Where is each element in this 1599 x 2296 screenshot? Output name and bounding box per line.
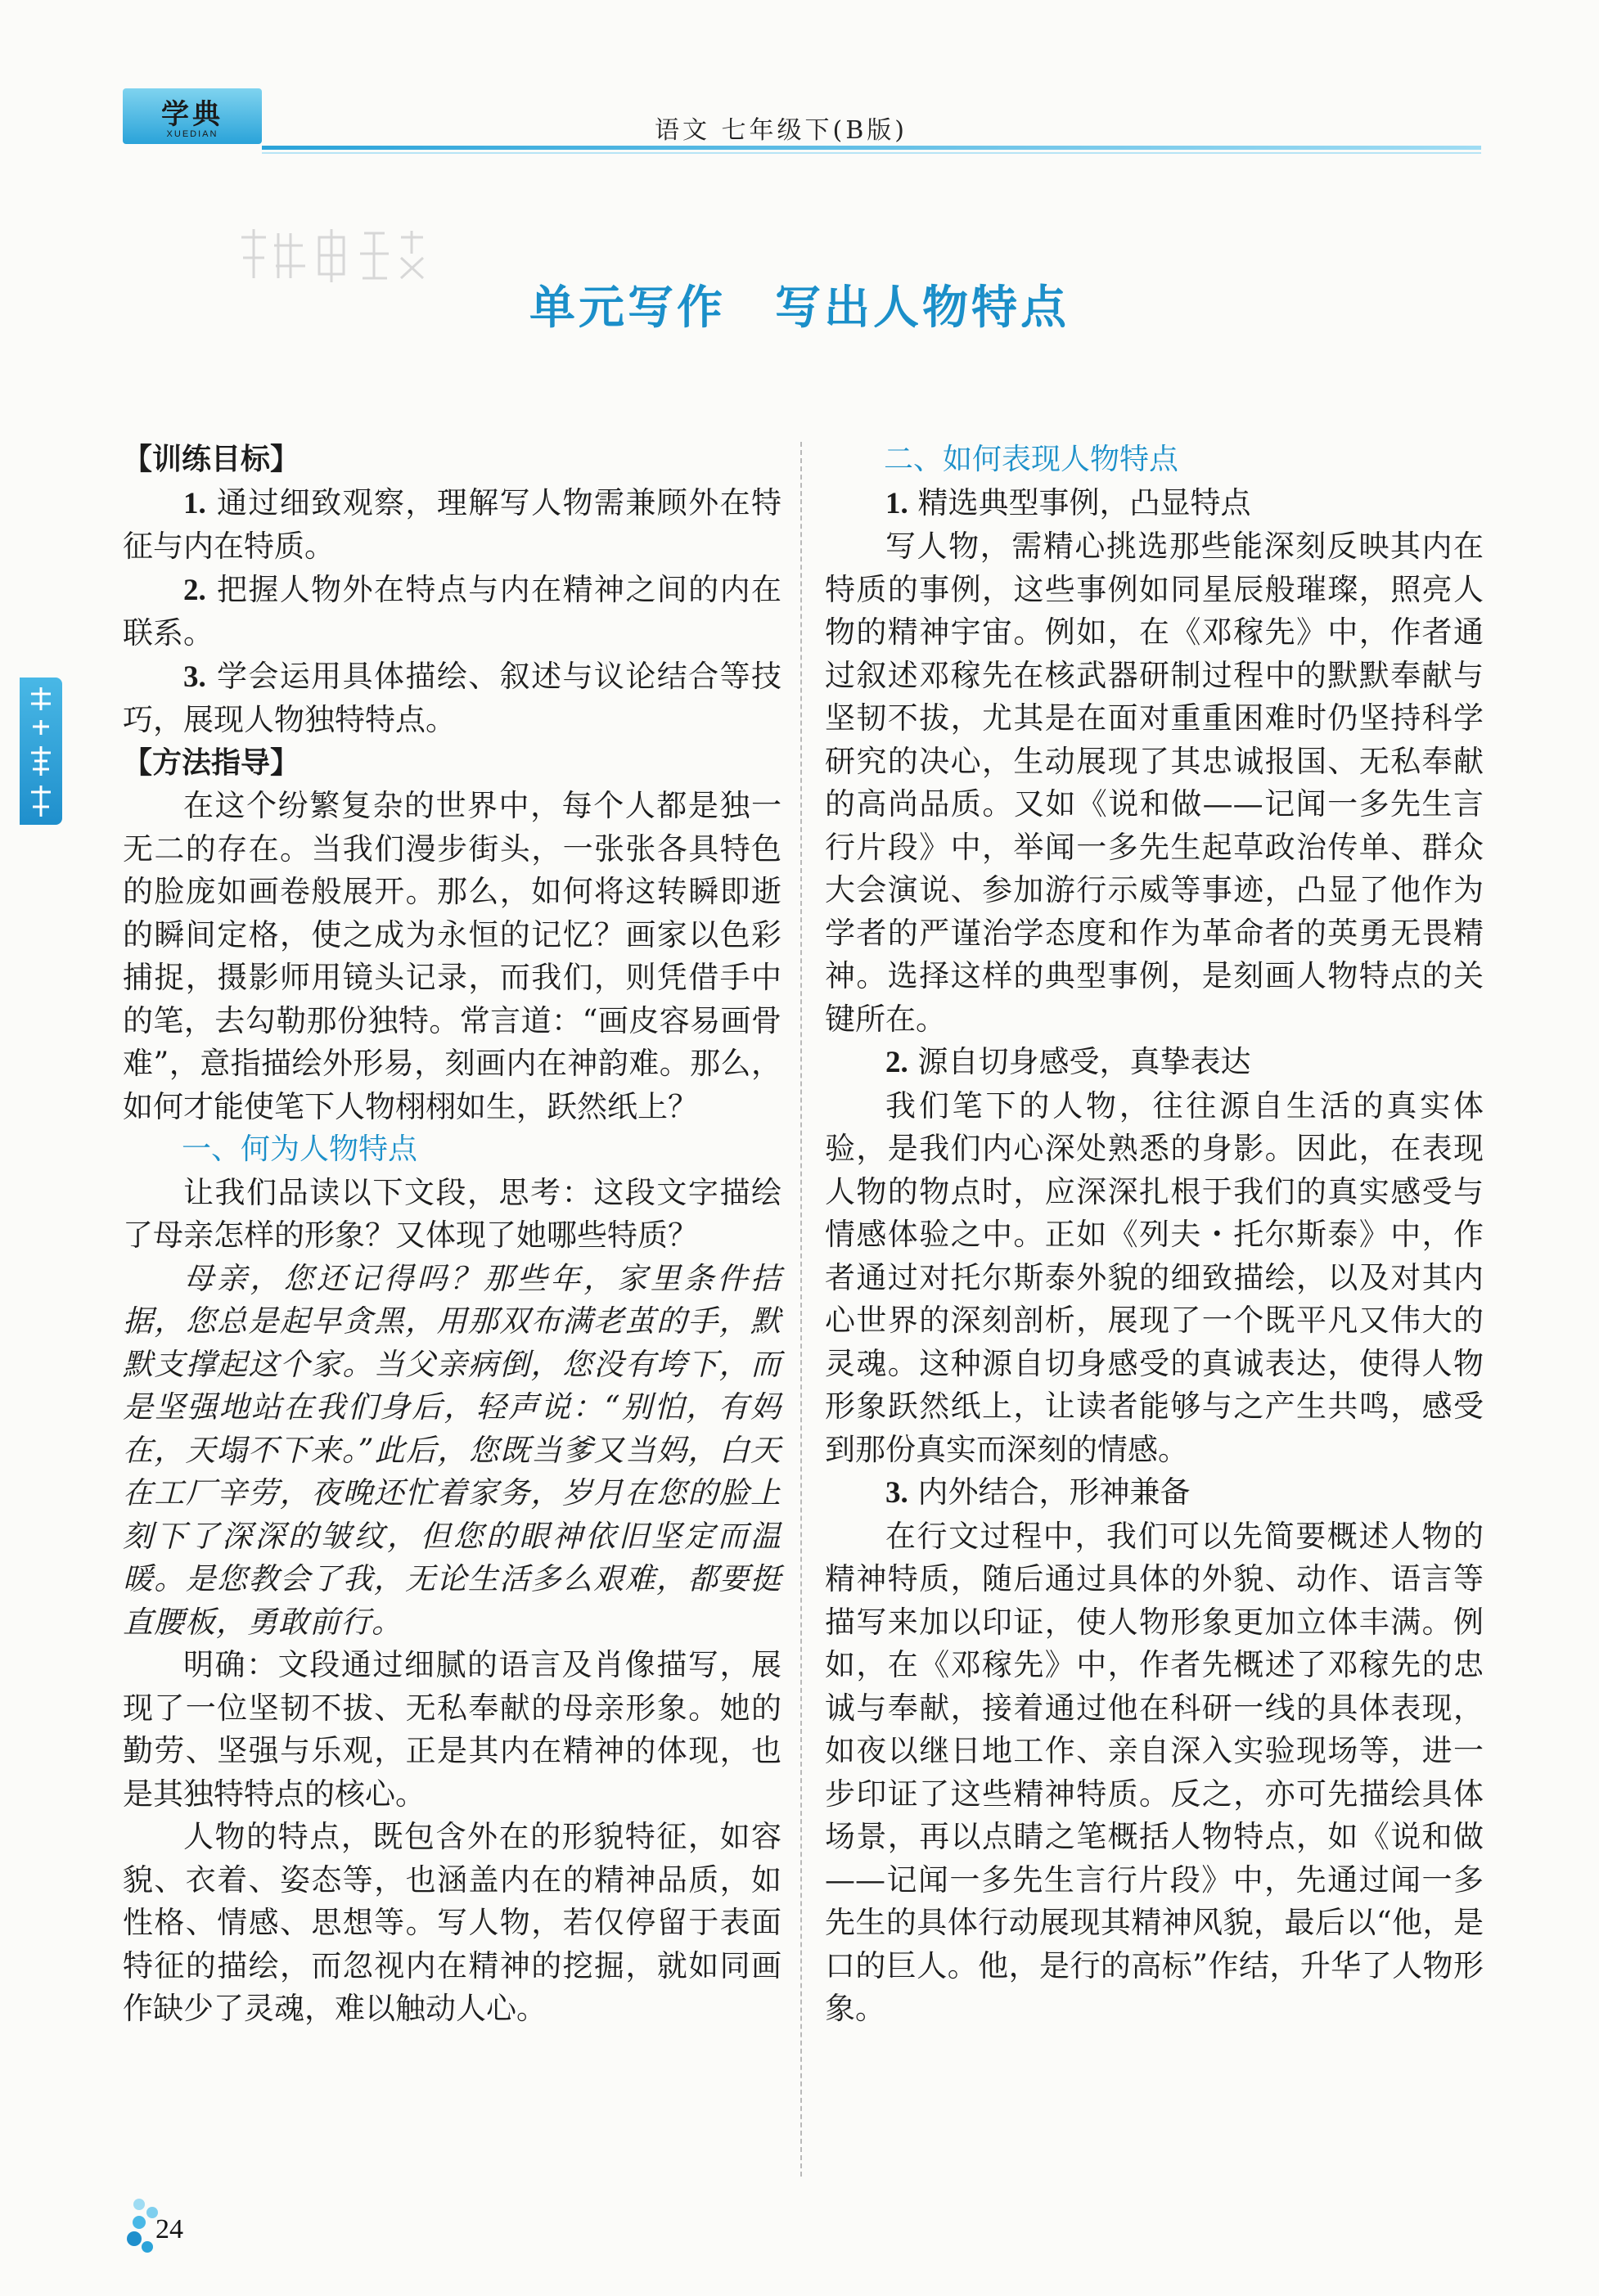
logo-text: 学典 — [161, 98, 223, 131]
method-title-text: 内外结合，形神兼备 — [917, 1474, 1191, 1510]
reading-prompt: 让我们品读以下文段，思考：这段文字描绘了母亲怎样的形象？又体现了她哪些特质？ — [123, 1174, 781, 1253]
goal-number: 3. — [183, 660, 206, 694]
method-title-text: 源自切身感受，真挚表达 — [917, 1044, 1251, 1079]
unit-side-tab — [20, 678, 62, 825]
method-title-text: 精选典型事例，凸显特点 — [917, 484, 1251, 520]
method-3-title — [825, 1471, 1484, 1515]
intro-paragraph: 在这个纷繁复杂的世界中，每个人都是独一无二的存在。当我们漫步街头，一张张各具特色的脸庞如画卷般展开。那么，如何将这转瞬即逝的瞬间定格，使之成为永恒的记忆？画家以色彩捕捉，摄影师用镜头记录，而我们，则凭借手中的笔，去勾勒那份独特。常言道：“画皮容易画骨难”，意指描绘外形易，刻画内在神韵难。那么，如何才能使笔下人物栩栩如生，跃然纸上？ — [123, 788, 781, 1124]
logo-subtext: XUEDIAN — [166, 129, 218, 139]
goal-item — [123, 655, 781, 742]
book-title: 语文 七年级下(B版) — [655, 116, 908, 145]
right-column — [825, 439, 1484, 2031]
goal-text: 学会运用具体描绘、叙述与议论结合等技巧，展现人物独特特点。 — [123, 658, 782, 737]
page-number: 24 — [155, 2214, 183, 2244]
left-column — [123, 439, 781, 2031]
unit-title: 单元写作 写出人物特点 — [529, 281, 1070, 335]
method-number: 2. — [885, 1046, 908, 1079]
method-number: 1. — [885, 486, 908, 520]
method-2-title — [825, 1041, 1484, 1085]
header-rule — [262, 146, 1481, 150]
publisher-logo — [123, 88, 262, 144]
goal-item — [123, 482, 781, 569]
section-heading-2: 二、如何表现人物特点 — [884, 443, 1179, 476]
closing-paragraph: 人物的特点，既包含外在的形貌特征，如容貌、衣着、姿态等，也涵盖内在的精神品质，如性格、情感、思想等。写人物，若仅停留于表面特征的描绘，而忽视内在精神的挖掘，就如同画作缺少了灵魂，难以触动人心。 — [123, 1819, 781, 2026]
clarification-paragraph: 明确：文段通过细腻的语言及肖像描写，展现了一位坚韧不拔、无私奉献的母亲形象。她的勤劳、坚强与乐观，正是其内在精神的体现，也是其独特特点的核心。 — [123, 1647, 781, 1812]
goal-number: 2. — [183, 573, 206, 607]
header-rule-thin — [262, 152, 1481, 154]
method-3-text: 在行文过程中，我们可以先简要概述人物的精神特质，随后通过具体的外貌、动作、语言等描写来加以印证，使人物形象更加立体丰满。例如，在《邓稼先》中，作者先概述了邓稼先的忠诚与奉献，接着通过他在科研一线的具体表现，如夜以继日地工作、亲自深入实验现场等，进一步印证了这些精神特质。反之，亦可先描绘具体场景，再以点睛之笔概括人物特点，如《说和做——记闻一多先生言行片段》中，先通过闻一多先生的具体行动展现其精神风貌，最后以“他，是口的巨人。他，是行的高标”作结，升华了人物形象。 — [825, 1518, 1484, 2026]
section-heading-1: 一、何为人物特点 — [182, 1132, 418, 1166]
goal-number: 1. — [183, 486, 206, 520]
method-heading: 【方法指导】 — [123, 745, 300, 780]
goal-item — [123, 569, 781, 655]
goal-text: 通过细致观察，理解写人物需兼顾外在特征与内在特质。 — [123, 484, 782, 564]
method-1-text: 写人物，需精心挑选那些能深刻反映其内在特质的事例，这些事例如同星辰般璀璨，照亮人物的精神宇宙。例如，在《邓稼先》中，作者通过叙述邓稼先在核武器研制过程中的默默奉献与坚韧不拔，尤其是在面对重重困难时仍坚持科学研究的决心，生动展现了其忠诚报国、无私奉献的高尚品质。又如《说和做——记闻一多先生言行片段》中，举闻一多先生起草政治传单、群众大会演说、参加游行示威等事迹，凸显了他作为学者的严谨治学态度和作为革命者的英勇无畏精神。选择这样的典型事例，是刻画人物特点的关键所在。 — [825, 529, 1484, 1037]
goals-heading: 【训练目标】 — [123, 443, 300, 476]
side-tab-glyphs — [20, 678, 62, 825]
goal-text: 把握人物外在特点与内在精神之间的内在联系。 — [123, 571, 782, 651]
sample-passage: 母亲，您还记得吗？那些年，家里条件拮据，您总是起早贪黑，用那双布满老茧的手，默默支撑起这个家。当父亲病倒，您没有垮下，而是坚强地站在我们身后，轻声说：“别怕，有妈在，天塌不下来。”此后，您既当爹又当妈，白天在工厂辛劳，夜晚还忙着家务，岁月在您的脸上刻下了深深的皱纹，但您的眼神依旧坚定而温暖。是您教会了我，无论生活多么艰难，都要挺直腰板，勇敢前行。 — [123, 1260, 781, 1640]
method-number: 3. — [885, 1476, 908, 1510]
method-1-title — [825, 482, 1484, 526]
page-header — [123, 88, 1481, 154]
method-2-text: 我们笔下的人物，往往源自生活的真实体验，是我们内心深处熟悉的身影。因此，在表现人物的物点时，应深深扎根于我们的真实感受与情感体验之中。正如《列夫・托尔斯泰》中，作者通过对托尔斯泰外貌的细致描绘，以及对其内心世界的深刻剖析，展现了一个既平凡又伟大的灵魂。这种源自切身感受的真诚表达，使得人物形象跃然纸上，让读者能够与之产生共鸣，感受到那份真实而深刻的情感。 — [825, 1087, 1484, 1467]
column-divider — [800, 442, 802, 2177]
